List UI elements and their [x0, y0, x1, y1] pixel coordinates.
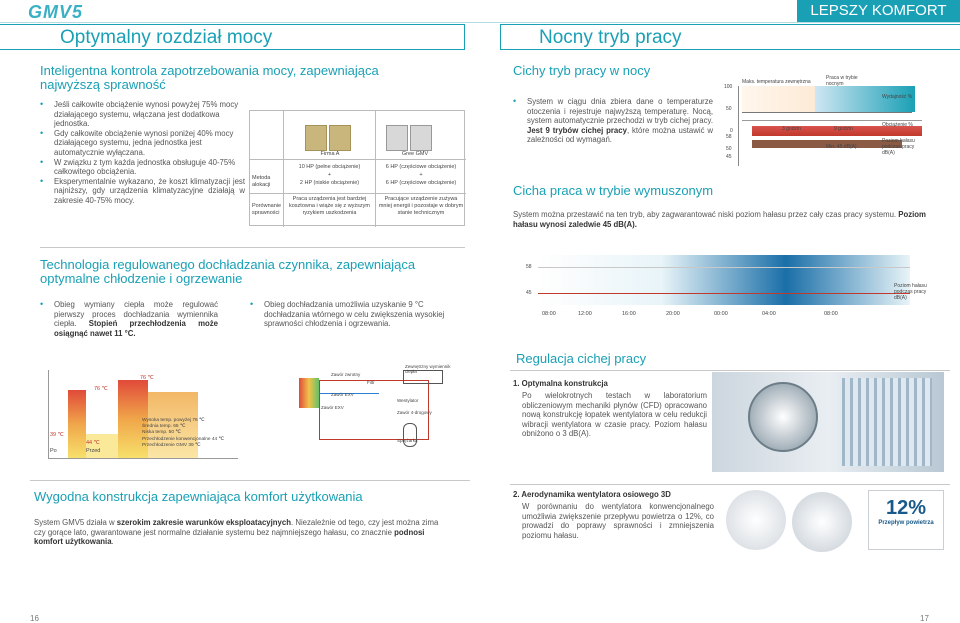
outdoor-unit-b [410, 125, 432, 151]
bullet-text: System w ciągu dnia zbiera dane o temperaturze otoczenia i rejestruje najwyższą temperaturę. Nocą, system automatycznie przechodzi w tryb cichej pracy. [527, 97, 713, 126]
diagram-label: Zawór zwrotny [331, 372, 361, 377]
axis-label-after: Po [50, 448, 57, 454]
y-tick: 45 [526, 290, 532, 296]
row-label-method: Metoda alokacji [252, 175, 271, 188]
list-item: • W związku z tym każda jednostka obsługuje 40-75% całkowitego obciążenia. [40, 158, 245, 177]
diagram-label: Zewnętrzny wymiennik ciepła [405, 364, 451, 374]
x-tick: 00:00 [714, 311, 728, 317]
fan-blade-image [792, 492, 852, 552]
axis-line [742, 112, 912, 113]
night-bullets [513, 97, 713, 145]
section-subtitle-night: Cichy tryb pracy w nocy [513, 63, 651, 78]
item2-title: 2. Aerodynamika wentylatora osiowego 3D [513, 490, 671, 499]
item1-title: 1. Optymalna konstrukcja [513, 379, 608, 388]
outdoor-unit-a [329, 125, 351, 151]
allocation-table [249, 110, 465, 226]
method-b-line: + [419, 172, 423, 178]
axis-line [742, 120, 922, 121]
efficiency-b: Pracujące urządzenie zużywa mniej energii i pozostaje w dobrym stanie technicznym [378, 196, 464, 216]
legend-item: Niska temp. 50 ℃ [142, 430, 181, 436]
axis [738, 86, 739, 166]
text-run: . [111, 537, 114, 547]
section-subtitle-subcooling: Technologia regulowanego dochładzania czynnika, zapewniająca optymalne chłodzenie i ogrzewanie [40, 257, 416, 286]
x-tick: 12:00 [578, 311, 592, 317]
diagram-label: Filtr [367, 380, 375, 385]
fan-image [712, 372, 944, 472]
list-item: • Gdy całkowite obciążenie wynosi poniżej 40% mocy działającego systemu, jedna jednostka jest automatycznie wyłączana. [40, 129, 245, 158]
table-divider [250, 193, 284, 194]
text-bold: Poziom hałasu wynosi zaledwie 45 dB(A). [513, 210, 926, 229]
text-bold: podnosi komfort użytkowania [34, 527, 425, 547]
section-subtitle-forced: Cicha praca w trybie wymuszonym [513, 183, 714, 198]
bullet-text: , które można ustawić w zależności od wymagań. [527, 125, 713, 145]
method-b-line: 6 HP (częściowe obciążenie) [385, 164, 457, 170]
text-run: System można przestawić na ten tryb, aby zagwarantować niski poziom hałasu przez cały czas pracy systemu. [513, 210, 899, 219]
column-a-label: Firma A [320, 151, 340, 157]
x-tick: 16:00 [622, 311, 636, 317]
label-max-temp: Maks. temperatura zewnętrzna [742, 79, 811, 85]
temp-label: 44 ℃ [86, 440, 100, 446]
forced-mode-chart [510, 255, 930, 325]
label-load: Obciążenie % [882, 122, 913, 128]
outdoor-unit-a [305, 125, 327, 151]
list-item: • Eksperymentalnie wykazano, że koszt klimatyzacji jest najniższy, gdy urządzenia klimatyzacyjne działają w zakresie 40-75% mocy. [40, 177, 245, 206]
x-tick: 20:00 [666, 311, 680, 317]
list-item [513, 97, 713, 145]
divider [510, 484, 950, 485]
y-tick: 58 [726, 134, 732, 140]
night-mode-chart [722, 75, 942, 168]
section-title-night: Nocny tryb pracy [500, 24, 960, 50]
outdoor-unit-b [386, 125, 408, 151]
method-b [376, 163, 466, 187]
fan-blade-image [726, 490, 786, 550]
item2-text: W porównaniu do wentylatora konwencjonalnego umożliwia zwiększenie przepływu powietrza o 12%, co prowadzi do poprawy sprawności i zmniejszenia poziomu hałasu. [522, 502, 714, 540]
gmv5-logo: GMV5 [28, 2, 84, 22]
subcooling-bullet-2 [250, 300, 450, 329]
text-run: System GMV5 działa w [34, 518, 117, 527]
efficiency-a: Praca urządzenia jest bardziej kosztowna i wiąże się z wyższym ryzykiem uszkodzenia [289, 196, 370, 216]
legend-item: Przechłodzenie GMV 39 ℃ [142, 442, 201, 448]
temperature-chart [40, 370, 240, 460]
y-tick: 50 [726, 106, 732, 112]
noise-level-line [538, 293, 910, 294]
label-capacity: Wydajność % [882, 94, 913, 100]
power-bullets [40, 100, 245, 206]
method-a-line: + [327, 172, 332, 178]
fan-disc [748, 382, 818, 452]
table-divider [250, 159, 284, 160]
compressor [403, 423, 417, 447]
method-a [284, 163, 375, 187]
temp-label: 76 ℃ [94, 386, 108, 392]
item1-text: Po wielokrotnych testach w laboratorium obliczeniowym mechaniki płynów (CFD) opracowano nową konstrukcję łopatek wentylatora w celu redukcji wibracji wentylatora w czasie pracy. Poziom hałasu obniżono o 3 dB(A). [522, 391, 707, 439]
grid-line [538, 267, 910, 268]
legend-item: Wysoka temp. powyżej 76 ℃ [142, 418, 205, 423]
y-tick: 58 [526, 264, 532, 270]
bullet-text: Obieg wymiany ciepła może regulować pierwszy proces dochładzania wymiennika ciepła. [54, 300, 218, 329]
diagram-label: Zawór EXV [321, 405, 344, 410]
subcooler-block [299, 378, 319, 408]
axis-label-before: Przed [86, 448, 101, 454]
label-night-work: Praca w trybie nocnym [826, 75, 858, 87]
list-item: • Jeśli całkowite obciążenie wynosi powyżej 75% mocy działającego systemu, włączana jest dodatkowa jednostka. [40, 100, 245, 129]
label-min: Min. 45 dB(A) [826, 144, 857, 150]
bullet-bold: Stopień przechłodzenia może osiągnąć nawet 11 °C. [54, 319, 218, 338]
axis [48, 458, 238, 459]
label-noise: Poziom hałasu podczas pracy dB(A) [882, 138, 915, 156]
diagram-label: Sprężarka [397, 438, 418, 443]
list-item: • Obieg dochładzania umożliwia uzyskanie 9 °C dochładzania wtórnego w celu zwiększenia wysokiej sprawności chłodzenia i ogrzewania. [250, 300, 450, 329]
list-item [40, 300, 218, 338]
method-a-line: 10 HP (pełne obciążenie) [298, 164, 361, 170]
row-label-efficiency: Porównanie sprawności [252, 203, 282, 216]
comfort-text [34, 518, 449, 547]
page-number-left: 16 [30, 614, 39, 623]
section-subtitle-regulation: Regulacja cichej pracy [516, 351, 647, 366]
y-tick: 100 [724, 84, 733, 90]
legend-item: Przechłodzenie konwencjonalne 44 ℃ [142, 436, 224, 442]
divider [40, 247, 465, 248]
temp-label: 76 ℃ [140, 375, 154, 381]
refrigerant-diagram [285, 364, 460, 460]
label-3h: 3 godzin [782, 126, 801, 132]
divider [30, 480, 470, 481]
cfd-image [842, 378, 932, 466]
chart-legend [142, 418, 224, 449]
header-badge: LEPSZY KOMFORT [797, 0, 960, 22]
bullet-bold: Jest 9 trybów cichej pracy [527, 125, 627, 135]
text-bold: szerokim zakresie warunków eksploatacyjnych [116, 518, 291, 527]
diagram-label: Wentylator [397, 398, 419, 403]
y-tick: 50 [726, 146, 732, 152]
legend-item: Średnia temp. 65 ℃ [142, 424, 186, 430]
diagram-label: Zawór 4-drogowy [397, 410, 432, 415]
section-subtitle-power: Inteligentna kontrola zapotrzebowania mocy, zapewniająca najwyższą sprawność [40, 63, 379, 92]
chart-background [538, 255, 910, 305]
temp-bar-before [68, 390, 86, 458]
text-run: . Niezależnie od tego, czy jest można zima czy gorące lato, gwarantowane jest normalne działanie systemu bez najmniejszego hałasu, co znacznie [34, 518, 439, 537]
x-tick: 08:00 [824, 311, 838, 317]
y-tick: 45 [726, 154, 732, 160]
axis [48, 370, 49, 458]
column-b-label: Gree GMV [401, 151, 429, 157]
forced-text [513, 210, 943, 229]
label-9h: 9 godzin [834, 126, 853, 132]
diagram-label: Zawór EXV [331, 392, 354, 397]
airflow-percent: 12% [885, 497, 927, 519]
section-title-power: Optymalny rozdział mocy [0, 24, 465, 50]
divider [510, 370, 950, 371]
method-a-line: 2 HP (niskie obciążenie) [299, 180, 360, 186]
page-number-right: 17 [920, 614, 929, 623]
airflow-badge [868, 490, 944, 550]
x-tick: 08:00 [542, 311, 556, 317]
airflow-label: Przepływ powietrza [878, 520, 934, 526]
x-tick: 04:00 [762, 311, 776, 317]
label-noise: Poziom hałasu podczas pracy dB(A) [894, 283, 927, 301]
header-rule [0, 22, 960, 23]
x-axis [538, 311, 838, 319]
method-b-line: 6 HP (częściowe obciążenie) [385, 180, 457, 186]
y-tick: 0 [730, 128, 733, 134]
temp-label: 39 ℃ [50, 432, 64, 438]
subcooling-bullet-1 [40, 300, 218, 338]
section-subtitle-comfort: Wygodna konstrukcja zapewniająca komfort użytkowania [34, 489, 363, 504]
